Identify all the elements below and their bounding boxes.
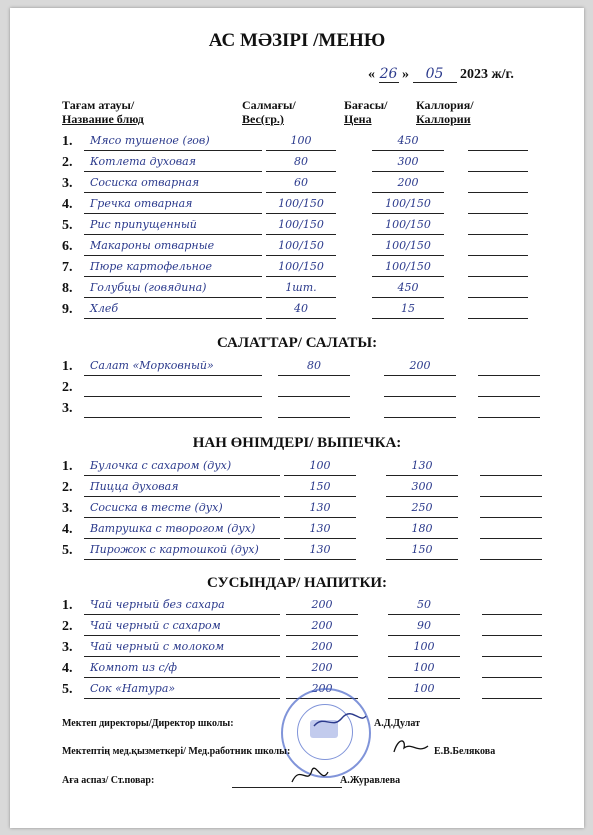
- menu-row: [10, 598, 584, 618]
- dish-calories: [468, 197, 528, 214]
- row-number: 3.: [62, 640, 73, 655]
- date-close-quote: »: [402, 67, 409, 82]
- dish-price: 130: [386, 459, 458, 476]
- header-name-kz: Тағам атауы/: [62, 98, 135, 112]
- menu-row: [10, 640, 584, 660]
- director-label: Мектеп директоры/Директор школы:: [62, 718, 234, 729]
- row-number: 2.: [62, 619, 73, 634]
- dish-name: [84, 401, 262, 418]
- dish-name: Чай черный с молоком: [84, 640, 280, 657]
- dish-price: 100: [388, 640, 460, 657]
- dish-name: Салат «Морковный»: [84, 359, 262, 376]
- header-price: [344, 98, 387, 126]
- menu-row: [10, 661, 584, 681]
- menu-row: [10, 239, 584, 259]
- dish-calories: [468, 176, 528, 193]
- menu-row: [10, 218, 584, 238]
- dish-calories: [468, 155, 528, 172]
- menu-row: [10, 197, 584, 217]
- dish-price: 100/150: [372, 260, 444, 277]
- dish-calories: [478, 380, 540, 397]
- header-calories: [416, 98, 474, 126]
- menu-date: [368, 66, 514, 83]
- dish-calories: [468, 302, 528, 319]
- dish-weight: 130: [284, 522, 356, 539]
- header-weight-ru: Вес(гр.): [242, 112, 284, 126]
- dish-weight: [278, 401, 350, 418]
- dish-name: Пюре картофельное: [84, 260, 262, 277]
- menu-row: [10, 134, 584, 154]
- dish-name: Котлета духовая: [84, 155, 262, 172]
- dish-price: 100/150: [372, 197, 444, 214]
- dish-weight: 80: [278, 359, 350, 376]
- dish-weight: 150: [284, 480, 356, 497]
- dish-weight: 100/150: [266, 218, 336, 235]
- dish-name: Булочка с сахаром (дух): [84, 459, 280, 476]
- dish-name: Мясо тушеное (гов): [84, 134, 262, 151]
- dish-price: 100/150: [372, 239, 444, 256]
- menu-row: [10, 302, 584, 322]
- dish-weight: 200: [286, 661, 358, 678]
- dish-price: 450: [372, 281, 444, 298]
- dish-weight: 200: [286, 598, 358, 615]
- dish-price: 90: [388, 619, 460, 636]
- row-number: 9.: [62, 302, 73, 317]
- menu-row: [10, 260, 584, 280]
- header-weight: [242, 98, 296, 126]
- date-open-quote: «: [368, 67, 375, 82]
- dish-price: 180: [386, 522, 458, 539]
- dish-weight: 200: [286, 682, 358, 699]
- row-number: 7.: [62, 260, 73, 275]
- dish-calories: [482, 640, 542, 657]
- director-signature: [310, 710, 370, 732]
- dish-price: 150: [386, 543, 458, 560]
- dish-weight: 60: [266, 176, 336, 193]
- dish-weight: 130: [284, 543, 356, 560]
- menu-row: [10, 480, 584, 500]
- dish-weight: 200: [286, 619, 358, 636]
- cook-label: Аға аспаз/ Ст.повар:: [62, 775, 155, 786]
- dish-price: 50: [388, 598, 460, 615]
- dish-name: Рис припущенный: [84, 218, 262, 235]
- dish-price: 15: [372, 302, 444, 319]
- menu-row: [10, 380, 584, 400]
- row-number: 1.: [62, 359, 73, 374]
- dish-calories: [468, 281, 528, 298]
- dish-name: [84, 380, 262, 397]
- header-calories-ru: Каллории: [416, 112, 471, 126]
- date-year: 2023 ж/г.: [460, 67, 514, 82]
- director-name: А.Д.Дулат: [374, 718, 420, 729]
- date-day: 26: [379, 66, 398, 82]
- dish-weight: [278, 380, 350, 397]
- dish-calories: [480, 522, 542, 539]
- row-number: 2.: [62, 155, 73, 170]
- dish-calories: [468, 260, 528, 277]
- dish-price: [384, 380, 456, 397]
- dish-name: Сосиска отварная: [84, 176, 262, 193]
- header-price-ru: Цена: [344, 112, 372, 126]
- med-label: Мектептің мед.қызметкері/ Мед.работник школы:: [62, 746, 291, 757]
- dish-calories: [468, 134, 528, 151]
- row-number: 6.: [62, 239, 73, 254]
- row-number: 3.: [62, 176, 73, 191]
- dish-weight: 1шт.: [266, 281, 336, 298]
- menu-title: АС МӘЗІРІ /МЕНЮ: [208, 30, 386, 51]
- dish-price: [384, 401, 456, 418]
- menu-row: [10, 501, 584, 521]
- date-month: 05: [413, 66, 457, 83]
- med-name: Е.В.Белякова: [434, 746, 496, 757]
- menu-row: [10, 459, 584, 479]
- row-number: 5.: [62, 543, 73, 558]
- row-number: 5.: [62, 218, 73, 233]
- dish-name: Гречка отварная: [84, 197, 262, 214]
- row-number: 3.: [62, 501, 73, 516]
- dish-calories: [482, 682, 542, 699]
- med-signature: [388, 734, 434, 758]
- menu-row: [10, 401, 584, 421]
- dish-calories: [480, 501, 542, 518]
- dish-calories: [468, 218, 528, 235]
- dish-calories: [478, 401, 540, 418]
- header-name-ru: Название блюд: [62, 112, 144, 126]
- row-number: 4.: [62, 197, 73, 212]
- dish-calories: [482, 598, 542, 615]
- dish-name: Чай черный без сахара: [84, 598, 280, 615]
- row-number: 1.: [62, 459, 73, 474]
- menu-row: [10, 155, 584, 175]
- cook-signature: [288, 760, 332, 788]
- dish-price: 100: [388, 682, 460, 699]
- dish-weight: 100/150: [266, 260, 336, 277]
- dish-name: Хлеб: [84, 302, 262, 319]
- menu-row: [10, 619, 584, 639]
- dish-name: Ватрушка с творогом (дух): [84, 522, 280, 539]
- row-number: 3.: [62, 401, 73, 416]
- dish-calories: [480, 543, 542, 560]
- dish-price: 200: [372, 176, 444, 193]
- dish-weight: 130: [284, 501, 356, 518]
- drinks-title: СУСЫНДАР/ НАПИТКИ:: [206, 575, 388, 591]
- dish-price: 100: [388, 661, 460, 678]
- bakery-title: НАН ӨНІМДЕРІ/ ВЫПЕЧКА:: [192, 435, 402, 451]
- dish-name: Макароны отварные: [84, 239, 262, 256]
- dish-name: Сосиска в тесте (дух): [84, 501, 280, 518]
- menu-row: [10, 522, 584, 542]
- dish-weight: 100: [266, 134, 336, 151]
- menu-row: [10, 359, 584, 379]
- dish-name: Сок «Натура»: [84, 682, 280, 699]
- salads-title: САЛАТТАР/ САЛАТЫ:: [216, 335, 378, 351]
- dish-price: 250: [386, 501, 458, 518]
- dish-weight: 80: [266, 155, 336, 172]
- dish-name: Пицца духовая: [84, 480, 280, 497]
- header-name: [62, 98, 144, 126]
- dish-price: 450: [372, 134, 444, 151]
- dish-name: Голубцы (говядина): [84, 281, 262, 298]
- row-number: 2.: [62, 380, 73, 395]
- dish-price: 300: [386, 480, 458, 497]
- menu-sheet: [10, 8, 584, 828]
- dish-calories: [478, 359, 540, 376]
- dish-weight: 200: [286, 640, 358, 657]
- dish-name: Пирожок с картошкой (дух): [84, 543, 280, 560]
- header-calories-kz: Каллория/: [416, 98, 474, 112]
- cook-name: А.Журавлева: [340, 775, 401, 786]
- dish-price: 100/150: [372, 218, 444, 235]
- row-number: 1.: [62, 134, 73, 149]
- row-number: 8.: [62, 281, 73, 296]
- row-number: 2.: [62, 480, 73, 495]
- menu-row: [10, 281, 584, 301]
- dish-calories: [482, 619, 542, 636]
- dish-calories: [480, 480, 542, 497]
- dish-name: Компот из с/ф: [84, 661, 280, 678]
- dish-name: Чай черный с сахаром: [84, 619, 280, 636]
- header-weight-kz: Салмағы/: [242, 98, 296, 112]
- dish-weight: 40: [266, 302, 336, 319]
- header-price-kz: Бағасы/: [344, 98, 388, 112]
- dish-price: 200: [384, 359, 456, 376]
- row-number: 4.: [62, 661, 73, 676]
- dish-calories: [482, 661, 542, 678]
- dish-weight: 100/150: [266, 197, 336, 214]
- row-number: 1.: [62, 598, 73, 613]
- dish-weight: 100/150: [266, 239, 336, 256]
- menu-row: [10, 543, 584, 563]
- dish-weight: 100: [284, 459, 356, 476]
- dish-calories: [480, 459, 542, 476]
- dish-calories: [468, 239, 528, 256]
- menu-row: [10, 176, 584, 196]
- dish-price: 300: [372, 155, 444, 172]
- row-number: 5.: [62, 682, 73, 697]
- row-number: 4.: [62, 522, 73, 537]
